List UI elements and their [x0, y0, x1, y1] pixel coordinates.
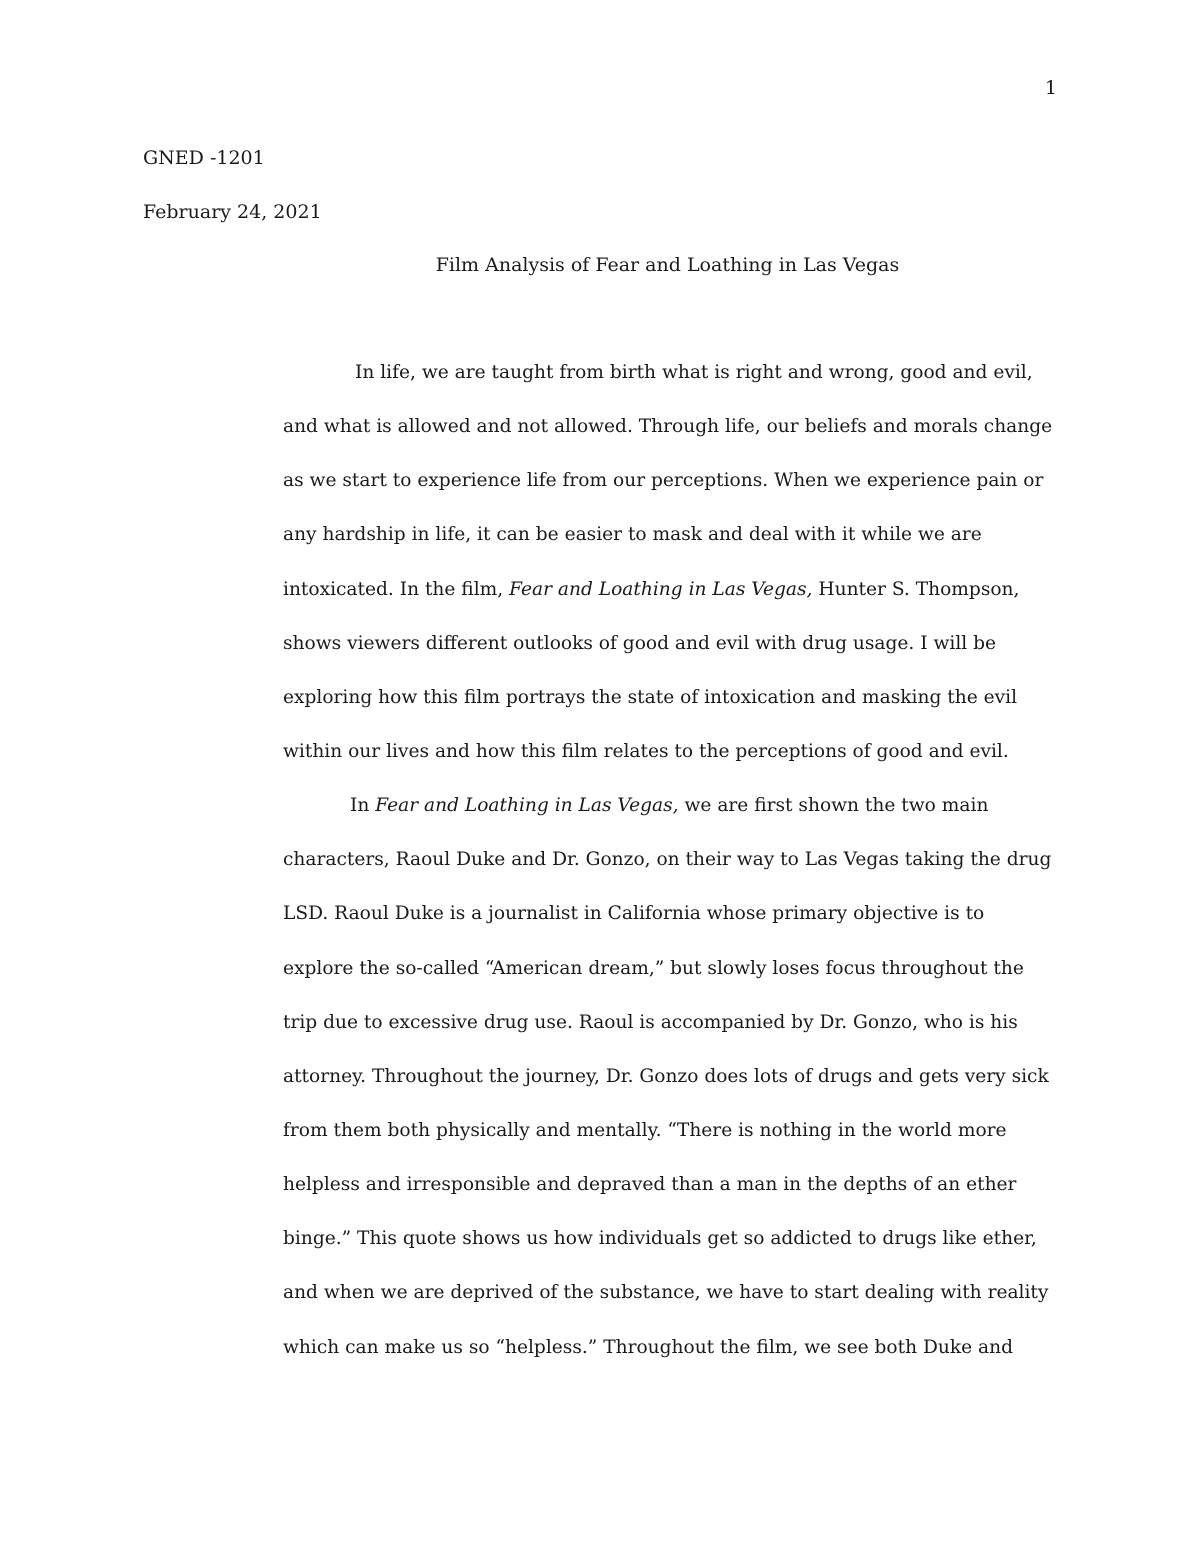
film-title-italic: Fear and Loathing in Las Vegas,: [509, 578, 813, 600]
course-code: GNED -1201: [143, 147, 265, 169]
essay-title: Film Analysis of Fear and Loathing in Las Vegas: [435, 254, 900, 276]
body-line: and when we are deprived of the substance, we have to start dealing with reality: [283, 1282, 1049, 1304]
body-line: In life, we are taught from birth what is right and wrong, good and evil,: [355, 362, 1033, 383]
body-line: trip due to excessive drug use. Raoul is accompanied by Dr. Gonzo, who is his: [283, 1011, 1018, 1033]
body-line: explore the so-called “American dream,” but slowly loses focus throughout the: [283, 957, 1024, 979]
body-line: In Fear and Loathing in Las Vegas, we are first shown the two main: [350, 795, 989, 817]
body-line: exploring how this film portrays the state of intoxication and masking the evil: [283, 686, 1018, 708]
film-title-italic: Fear and Loathing in Las Vegas,: [375, 795, 679, 817]
body-line: from them both physically and mentally. “There is nothing in the world more: [283, 1119, 1007, 1141]
body-line: intoxicated. In the film, Fear and Loathing in Las Vegas, Hunter S. Thompson,: [283, 578, 1020, 600]
body-line: and what is allowed and not allowed. Through life, our beliefs and morals change: [283, 416, 1053, 438]
body-line: shows viewers different outlooks of good and evil with drug usage. I will be: [283, 632, 997, 654]
page-number: 1: [1044, 77, 1057, 99]
body-line: which can make us so “helpless.” Throughout the film, we see both Duke and: [283, 1336, 1013, 1358]
essay-body: [283, 361, 1063, 1390]
body-line: within our lives and how this film relates to the perceptions of good and evil.: [283, 740, 1009, 762]
body-line: binge.” This quote shows us how individuals get so addicted to drugs like ether,: [283, 1228, 1037, 1250]
body-line: as we start to experience life from our perceptions. When we experience pain or: [283, 470, 1044, 492]
body-line: LSD. Raoul Duke is a journalist in California whose primary objective is to: [283, 903, 985, 925]
essay-date: February 24, 2021: [143, 201, 322, 223]
body-line: helpless and irresponsible and depraved than a man in the depths of an ether: [283, 1174, 1017, 1196]
body-line: characters, Raoul Duke and Dr. Gonzo, on their way to Las Vegas taking the drug: [283, 849, 1052, 871]
body-line: attorney. Throughout the journey, Dr. Gonzo does lots of drugs and gets very sick: [283, 1065, 1049, 1087]
body-line: any hardship in life, it can be easier to mask and deal with it while we are: [283, 524, 982, 546]
